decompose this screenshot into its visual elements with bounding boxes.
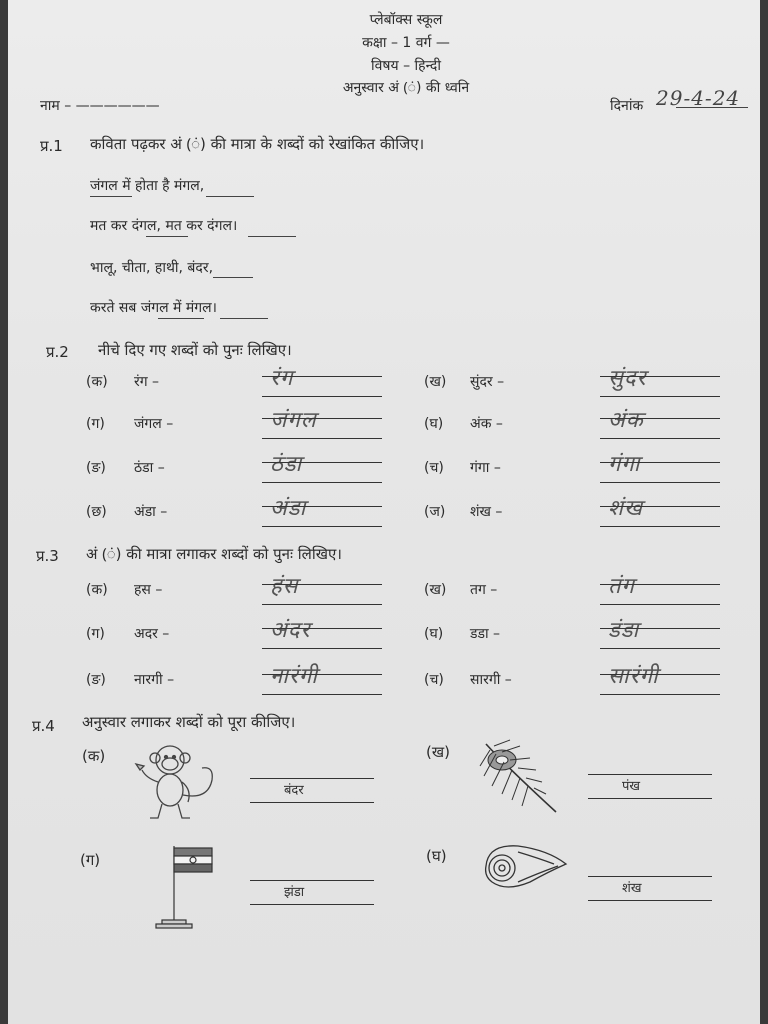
q4-line-top-2 <box>250 880 374 881</box>
q2-line-bottom-0 <box>262 396 382 397</box>
q2-word-0: रंग – <box>134 374 160 390</box>
q3-instruction: अं (ं) की मात्रा लगाकर शब्दों को पुनः लिखिए। <box>86 545 342 563</box>
q2-answer-2: जंगल <box>270 408 317 433</box>
q3-word-2: अदर – <box>134 626 170 642</box>
poem-line-4: करते सब जंगल में मंगल। <box>90 300 217 316</box>
underline-dangal-1 <box>146 236 188 237</box>
worksheet-page <box>8 0 760 1024</box>
poem-line-1: जंगल में होता है मंगल, <box>90 178 205 194</box>
class-line: कक्षा – 1 वर्ग — <box>362 35 450 51</box>
q2-line-top-0 <box>262 376 382 377</box>
q4-answer-2: झंडा <box>284 885 305 900</box>
q3-marker-0: (क) <box>86 582 108 598</box>
q2-marker-0: (क) <box>86 374 108 390</box>
q2-marker-6: (छ) <box>86 504 107 520</box>
q4-answer-1: पंख <box>622 779 641 794</box>
q2-answer-3: अंक <box>608 408 644 433</box>
q3-marker-2: (ग) <box>86 626 105 642</box>
underline-dangal-2 <box>248 236 296 237</box>
q3-answer-5: सारंगी <box>608 664 659 689</box>
q2-instruction: नीचे दिए गए शब्दों को पुनः लिखिए। <box>98 341 292 359</box>
flag-illustration <box>140 840 220 932</box>
q3-line-top-2 <box>262 628 382 629</box>
q4-instruction: अनुस्वार लगाकर शब्दों को पूरा कीजिए। <box>82 713 296 731</box>
date-value: 29-4-24 <box>656 86 741 110</box>
q2-word-6: अंडा – <box>134 504 168 520</box>
date-label: दिनांक <box>610 98 644 114</box>
monkey-illustration <box>128 740 218 822</box>
underline-mangal-1 <box>206 196 254 197</box>
q2-line-bottom-4 <box>262 482 382 483</box>
q2-line-bottom-3 <box>600 438 720 439</box>
q2-line-top-5 <box>600 462 720 463</box>
subject-line: विषय – हिन्दी <box>371 58 441 74</box>
q4-label: प्र.4 <box>32 717 55 735</box>
q2-line-bottom-6 <box>262 526 382 527</box>
underline-jangal-1 <box>90 196 132 197</box>
q2-answer-5: गंगा <box>608 452 641 477</box>
q2-answer-7: शंख <box>608 496 643 521</box>
q2-word-3: अंक – <box>470 416 503 432</box>
q1-label: प्र.1 <box>40 137 63 155</box>
q4-marker-gha: (घ) <box>426 847 447 865</box>
q2-answer-1: सुंदर <box>608 366 647 391</box>
q2-line-top-6 <box>262 506 382 507</box>
q2-line-top-1 <box>600 376 720 377</box>
conch-illustration <box>478 838 570 898</box>
q3-line-top-4 <box>262 674 382 675</box>
q3-marker-4: (ङ) <box>86 672 106 688</box>
q3-word-0: हस – <box>134 582 163 598</box>
q4-marker-ka: (क) <box>82 747 106 765</box>
q4-marker-kha: (ख) <box>426 743 450 761</box>
q4-answer-3: शंख <box>622 881 642 896</box>
q3-answer-3: डंडा <box>608 618 640 643</box>
q4-line-top-3 <box>588 876 712 877</box>
q2-line-top-4 <box>262 462 382 463</box>
q4-line-bottom-1 <box>588 798 712 799</box>
q3-marker-5: (च) <box>424 672 444 688</box>
topic-line: अनुस्वार अं (ं) की ध्वनि <box>342 80 470 96</box>
q2-label: प्र.2 <box>46 343 69 361</box>
q1-instruction: कविता पढ़कर अं (ं) की मात्रा के शब्दों को रेखांकित कीजिए। <box>90 135 425 153</box>
poem-line-3: भालू, चीता, हाथी, बंदर, <box>90 260 214 276</box>
q3-line-bottom-3 <box>600 648 720 649</box>
q3-line-top-1 <box>600 584 720 585</box>
q4-line-bottom-3 <box>588 900 712 901</box>
q2-word-7: शंख – <box>470 504 503 520</box>
school-name: प्लेबॉक्स स्कूल <box>369 12 443 28</box>
q3-line-bottom-5 <box>600 694 720 695</box>
underline-bandar <box>213 277 253 278</box>
q3-answer-2: अंदर <box>270 618 311 643</box>
q2-marker-4: (ङ) <box>86 460 106 476</box>
q2-line-bottom-7 <box>600 526 720 527</box>
q2-line-bottom-2 <box>262 438 382 439</box>
q2-word-4: ठंडा – <box>134 460 165 476</box>
q2-answer-4: ठंडा <box>270 452 303 477</box>
q2-answer-6: अंडा <box>270 496 307 521</box>
q2-line-top-3 <box>600 418 720 419</box>
q3-answer-0: हंस <box>270 574 299 599</box>
q3-word-4: नारगी – <box>134 672 175 688</box>
q2-line-bottom-5 <box>600 482 720 483</box>
q2-word-2: जंगल – <box>134 416 174 432</box>
q3-word-3: डडा – <box>470 626 501 642</box>
q2-marker-2: (ग) <box>86 416 105 432</box>
name-label: नाम – —————— <box>40 98 160 114</box>
q3-line-bottom-2 <box>262 648 382 649</box>
poem-line-2: मत कर दंगल, मत कर दंगल। <box>90 218 238 234</box>
q3-answer-4: नारंगी <box>270 664 318 689</box>
q3-line-bottom-0 <box>262 604 382 605</box>
q2-line-top-2 <box>262 418 382 419</box>
underline-mangal-2 <box>220 318 268 319</box>
q3-marker-3: (घ) <box>424 626 444 642</box>
q3-line-bottom-4 <box>262 694 382 695</box>
q2-line-top-7 <box>600 506 720 507</box>
q2-line-bottom-1 <box>600 396 720 397</box>
q3-line-top-5 <box>600 674 720 675</box>
q3-word-5: सारगी – <box>470 672 512 688</box>
q2-word-1: सुंदर – <box>470 374 505 390</box>
q3-label: प्र.3 <box>36 547 59 565</box>
q4-line-bottom-2 <box>250 904 374 905</box>
q4-answer-0: बंदर <box>284 783 304 798</box>
q4-line-top-1 <box>588 774 712 775</box>
q2-answer-0: रंग <box>270 366 294 391</box>
q4-line-top-0 <box>250 778 374 779</box>
underline-jangal-2 <box>158 318 204 319</box>
q2-marker-1: (ख) <box>424 374 447 390</box>
q4-marker-ga: (ग) <box>80 851 101 869</box>
q3-line-top-3 <box>600 628 720 629</box>
feather-illustration <box>476 736 566 818</box>
q3-word-1: तग – <box>470 582 498 598</box>
q3-line-top-0 <box>262 584 382 585</box>
q2-word-5: गंगा – <box>470 460 501 476</box>
q2-marker-7: (ज) <box>424 504 446 520</box>
q3-answer-1: तंग <box>608 574 635 599</box>
q3-line-bottom-1 <box>600 604 720 605</box>
q2-marker-3: (घ) <box>424 416 444 432</box>
q4-line-bottom-0 <box>250 802 374 803</box>
date-underline <box>676 107 748 108</box>
q3-marker-1: (ख) <box>424 582 447 598</box>
q2-marker-5: (च) <box>424 460 444 476</box>
